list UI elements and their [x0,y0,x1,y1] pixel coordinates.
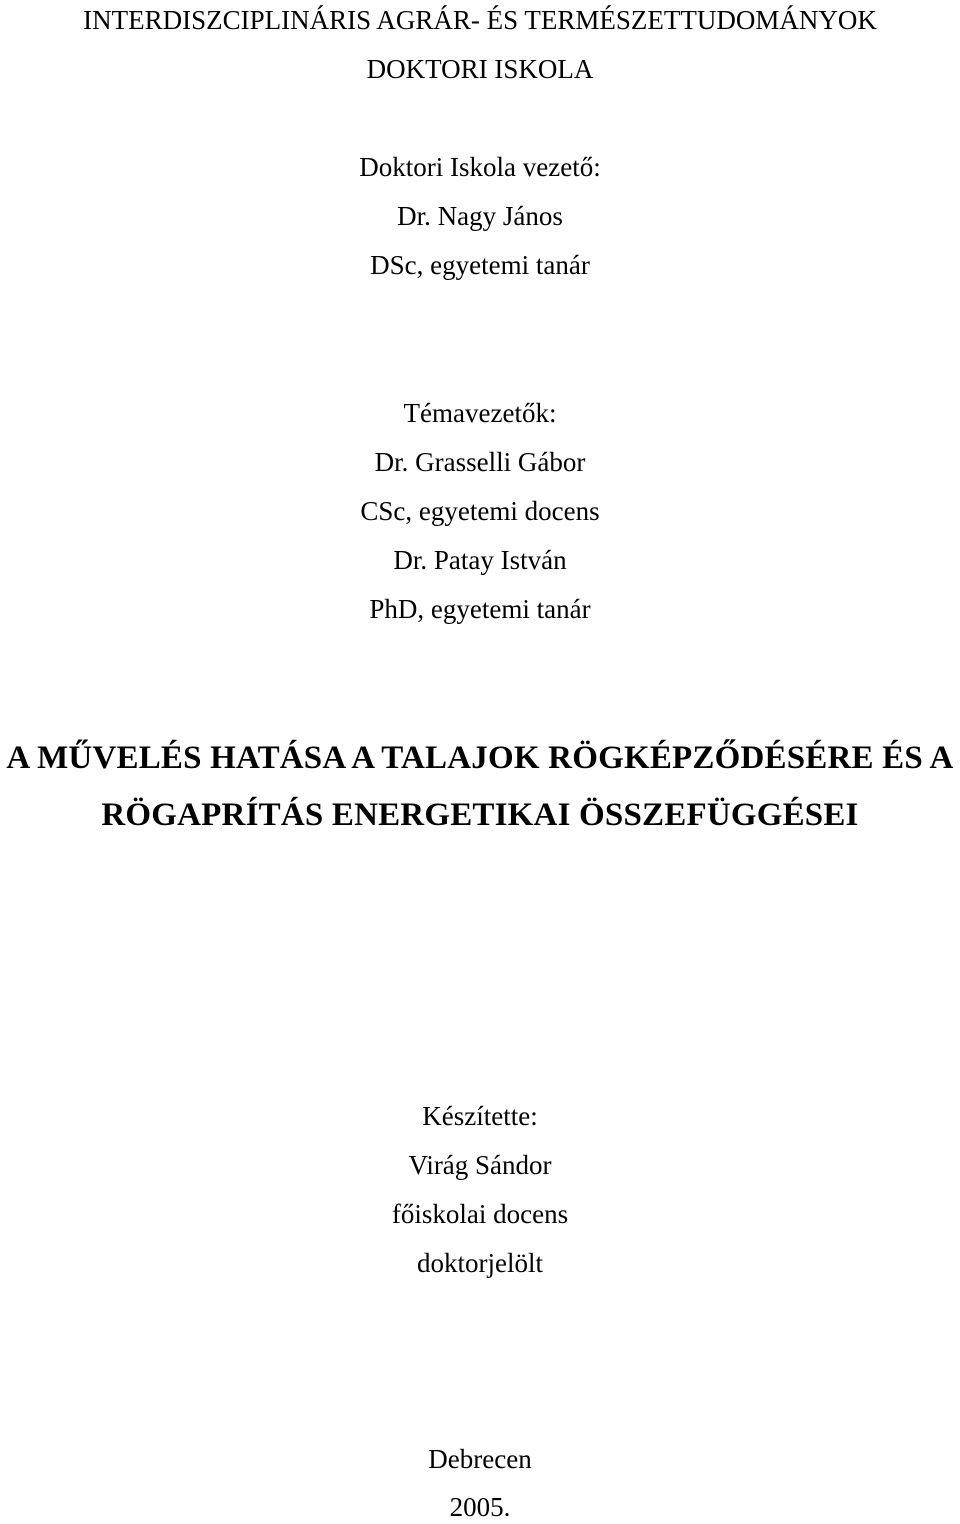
author-position: főiskolai docens [391,1199,569,1229]
author-label: Készítette: [422,1101,538,1131]
thesis-title-line2: RÖGAPRÍTÁS ENERGETIKAI ÖSSZEFÜGGÉSEI [101,797,859,833]
supervisor-2-name: Dr. Patay István [393,545,567,575]
footer-city: Debrecen [428,1444,532,1474]
supervisor-1-title: CSc, egyetemi docens [360,496,600,526]
school-head-name: Dr. Nagy János [397,201,563,231]
thesis-title-line1: A MŰVELÉS HATÁSA A TALAJOK RÖGKÉPZŐDÉSÉRE ÉS A [6,740,954,776]
school-head-title: DSc, egyetemi tanár [370,250,590,280]
author-status: doktorjelölt [417,1248,543,1278]
footer-year: 2005. [449,1492,511,1522]
school-name-line2: DOKTORI ISKOLA [366,54,594,84]
supervisor-2-title: PhD, egyetemi tanár [369,594,591,624]
school-head-label: Doktori Iskola vezető: [359,152,601,182]
supervisors-label: Témavezetők: [403,398,557,428]
supervisor-1-name: Dr. Grasselli Gábor [374,447,586,477]
author-name: Virág Sándor [408,1150,552,1180]
school-name-line1: INTERDISZCIPLINÁRIS AGRÁR- ÉS TERMÉSZETTUDOMÁNYOK [83,5,877,35]
